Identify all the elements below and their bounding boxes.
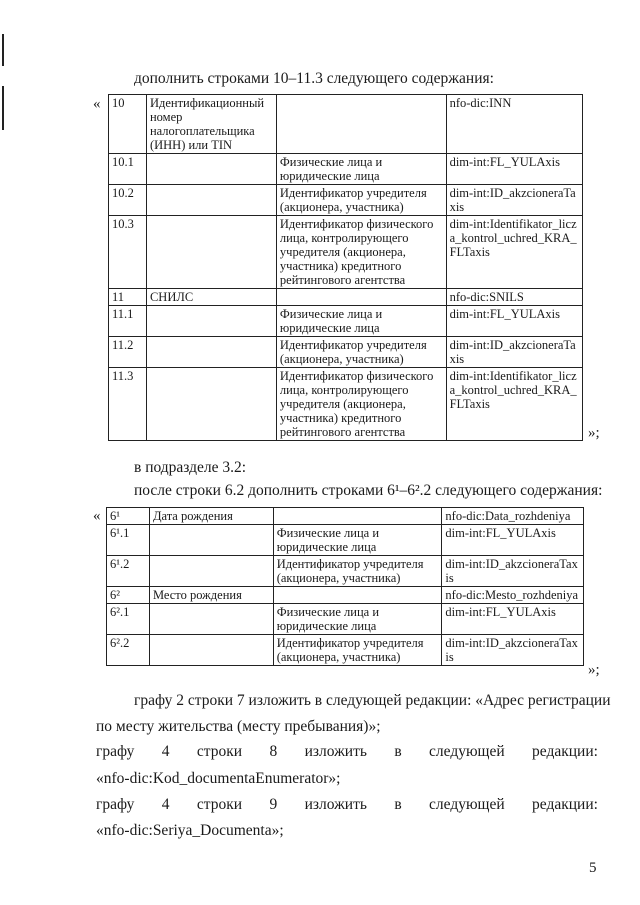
intro-text: дополнить строками 10–11.3 следующего содержания: [134, 70, 494, 87]
table-cell: 10 [109, 95, 147, 154]
table-cell: dim-int:FL_YULAxis [442, 525, 584, 556]
table-cell: Физические лица и юридические лица [276, 154, 446, 185]
quote-open-2: « [93, 508, 101, 524]
table-cell [146, 337, 276, 368]
word: 4 [161, 796, 170, 813]
table-cell [146, 368, 276, 441]
table-row [109, 337, 583, 368]
table-cell: Идентификатор учредителя (акционера, участника) [273, 635, 442, 666]
table-cell [276, 289, 446, 306]
table-cell: 10.3 [109, 216, 147, 289]
word: графу [96, 796, 135, 813]
word: редакции: [532, 743, 598, 760]
word: 8 [269, 743, 278, 760]
table-cell: dim-int:ID_akzcioneraTaxis [446, 337, 582, 368]
table-row [107, 556, 584, 587]
table-cell: Идентификатор физического лица, контролирующего учредителя (акционера, участника) кредитного рейтингового агентства [276, 216, 446, 289]
table-cell: dim-int:Identifikator_licza_kontrol_uchred_KRA_FLTaxis [446, 368, 582, 441]
table-cell: 11.1 [109, 306, 147, 337]
table-cell: dim-int:ID_akzcioneraTaxis [442, 635, 584, 666]
table-cell: 11.3 [109, 368, 147, 441]
table-cell: Дата рождения [149, 508, 273, 525]
table-cell [149, 556, 273, 587]
table-cell: 10.1 [109, 154, 147, 185]
table-cell [273, 508, 442, 525]
table-cell: nfo-dic:Mesto_rozhdeniya [442, 587, 584, 604]
table-cell [149, 525, 273, 556]
para1-line2: по месту жительства (месту пребывания)»; [96, 718, 381, 735]
table-row [107, 508, 584, 525]
table-cell: 11 [109, 289, 147, 306]
para3-line2: «nfo-dic:Seriya_Documenta»; [96, 822, 284, 839]
table-cell: Идентификатор учредителя (акционера, участника) [276, 337, 446, 368]
para2-line1 [96, 743, 598, 761]
table-row [109, 306, 583, 337]
table-cell: Физические лица и юридические лица [276, 306, 446, 337]
table-cell [276, 95, 446, 154]
table-cell [146, 216, 276, 289]
after-line: после строки 6.2 дополнить строками 6¹–6².2 следующего содержания: [134, 482, 603, 499]
word: 9 [269, 796, 278, 813]
table-cell: dim-int:ID_akzcioneraTaxis [446, 185, 582, 216]
table-1 [108, 94, 583, 441]
table-cell: 6¹.2 [107, 556, 150, 587]
table-cell: nfo-dic:INN [446, 95, 582, 154]
quote-open-1: « [93, 96, 101, 112]
margin-mark-top [2, 34, 4, 66]
word: изложить [304, 796, 367, 813]
table-row [107, 587, 584, 604]
quote-close-2: »; [588, 662, 600, 678]
table-row [109, 368, 583, 441]
quote-close-1: »; [588, 425, 600, 441]
table-cell: 11.2 [109, 337, 147, 368]
margin-mark-bottom [2, 86, 4, 130]
word: 4 [161, 743, 170, 760]
table-cell: Идентификатор учредителя (акционера, участника) [276, 185, 446, 216]
table-cell: dim-int:FL_YULAxis [442, 604, 584, 635]
table-row [107, 525, 584, 556]
table-cell: Идентификатор физического лица, контролирующего учредителя (акционера, участника) кредитного рейтингового агентства [276, 368, 446, 441]
table-cell: СНИЛС [146, 289, 276, 306]
word: строки [196, 743, 243, 760]
table-cell: Идентификатор учредителя (акционера, участника) [273, 556, 442, 587]
word: изложить [304, 743, 367, 760]
word: следующей [429, 743, 505, 760]
table-cell: Физические лица и юридические лица [273, 604, 442, 635]
table-cell: dim-int:FL_YULAxis [446, 154, 582, 185]
table-cell: dim-int:ID_akzcioneraTaxis [442, 556, 584, 587]
table-cell: 6¹ [107, 508, 150, 525]
table-row [109, 185, 583, 216]
table-cell: 6² [107, 587, 150, 604]
para3-line1 [96, 796, 598, 814]
word: в [394, 796, 402, 813]
word: в [394, 743, 402, 760]
word: графу [96, 743, 135, 760]
para2-line2: «nfo-dic:Kod_documentaEnumerator»; [96, 770, 341, 787]
para1-line1: графу 2 строки 7 изложить в следующей редакции: «Адрес регистрации [134, 692, 611, 709]
table-cell: 10.2 [109, 185, 147, 216]
table-cell: 6².2 [107, 635, 150, 666]
table-cell: Идентификационный номер налогоплательщика (ИНН) или TIN [146, 95, 276, 154]
table-cell: dim-int:FL_YULAxis [446, 306, 582, 337]
table-cell [273, 587, 442, 604]
table-cell: dim-int:Identifikator_licza_kontrol_uchred_KRA_FLTaxis [446, 216, 582, 289]
table-cell: Место рождения [149, 587, 273, 604]
table-cell: nfo-dic:Data_rozhdeniya [442, 508, 584, 525]
table-row [109, 95, 583, 154]
table-cell [149, 604, 273, 635]
table-row [107, 604, 584, 635]
table-cell: Физические лица и юридические лица [273, 525, 442, 556]
table-row [109, 289, 583, 306]
page-number: 5 [589, 860, 597, 876]
table-row [109, 216, 583, 289]
table-row [109, 154, 583, 185]
table-cell [149, 635, 273, 666]
subsection-line: в подразделе 3.2: [134, 459, 247, 476]
table-row [107, 635, 584, 666]
word: следующей [429, 796, 505, 813]
word: редакции: [532, 796, 598, 813]
table-cell: 6¹.1 [107, 525, 150, 556]
word: строки [196, 796, 243, 813]
table-cell [146, 306, 276, 337]
table-cell [146, 185, 276, 216]
table-cell [146, 154, 276, 185]
table-cell: 6².1 [107, 604, 150, 635]
table-2 [106, 507, 584, 666]
table-cell: nfo-dic:SNILS [446, 289, 582, 306]
